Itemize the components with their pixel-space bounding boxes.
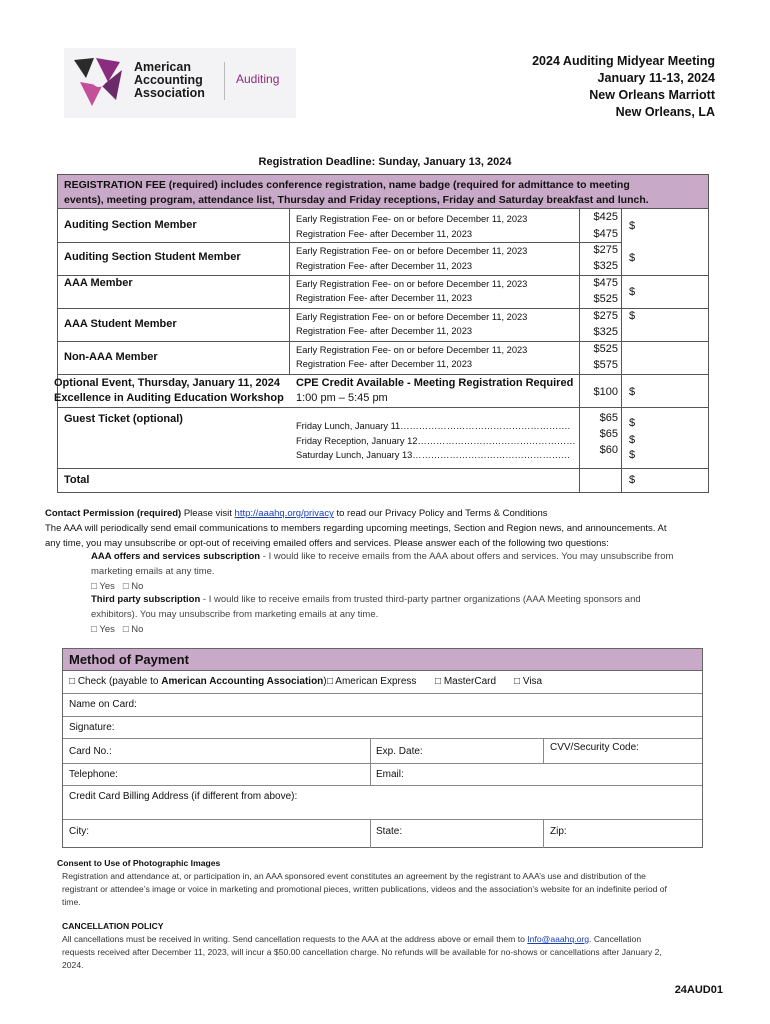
grid-line [58,242,621,243]
cvv-field[interactable]: CVV/Security Code: [550,742,639,753]
early-fee-label: Early Registration Fee- on or before December 11, 2023 [296,279,528,289]
cancellation-title: CANCELLATION POLICY [62,921,164,931]
form-code: 24AUD01 [674,984,723,996]
event-title: 2024 Auditing Midyear Meeting [532,54,715,68]
event-city: New Orleans, LA [615,105,715,119]
grid-line [58,374,708,375]
yes-checkbox[interactable]: □ [91,581,97,592]
early-price: $275 [593,310,618,322]
contact-permission: Contact Permission (required) Please visit http://aaahq.org/privacy to read our Privacy Policy and Terms & Conditions [45,508,548,519]
late-fee-label: Registration Fee- after December 11, 2023 [296,293,473,303]
grid-line [289,209,290,375]
payment-header [63,649,702,671]
guest-item: Friday Lunch, January 11………………………………………………. [296,421,571,431]
late-fee-label: Registration Fee- after December 11, 2023 [296,326,473,336]
registration-fee-table [54,174,709,493]
early-fee-label: Early Registration Fee- on or before December 11, 2023 [296,312,528,322]
amount-field[interactable]: $ [629,386,636,398]
guest-price: $65 [599,412,618,424]
amount-field[interactable]: $ [629,449,636,461]
yes-checkbox[interactable]: □ [91,624,97,635]
member-type: Auditing Section Student Member [64,251,241,263]
offers-subscription-line2: marketing emails at any time. [91,566,215,577]
event-dates: January 11-13, 2024 [597,71,715,85]
grid-line [621,209,622,493]
logo-divider [224,62,225,100]
payment-form [62,648,703,848]
grid-line [58,308,708,309]
grid-line [370,819,371,848]
early-price: $525 [593,343,618,355]
contact-permission-title: Contact Permission (required) [45,508,182,519]
signature-field[interactable]: Signature: [69,722,115,733]
guest-item: Saturday Lunch, January 13…………………………………………… [296,450,571,460]
grid-line [63,738,702,739]
amount-field[interactable]: $ [629,252,636,264]
privacy-link[interactable]: http://aaahq.org/privacy [234,508,334,519]
third-party-subscription-question: Third party subscription - I would like to receive emails from trusted third-party partner organizations (AAA Meeting sponsors and [91,594,641,605]
late-price: $475 [593,228,618,240]
guest-ticket-label: Guest Ticket (optional) [64,413,183,425]
exp-date-field[interactable]: Exp. Date: [376,746,423,757]
member-type: AAA Student Member [64,318,177,330]
mastercard-option[interactable]: □ MasterCard [435,676,497,687]
early-fee-label: Early Registration Fee- on or before December 11, 2023 [296,214,528,224]
guest-price: $65 [599,428,618,440]
offers-subscription-options: □ Yes □ No [91,581,144,592]
grid-line [63,693,702,694]
late-price: $325 [593,260,618,272]
amount-field[interactable]: $ [629,434,636,446]
info-email-link[interactable]: Info@aaahq.org [527,934,590,944]
optional-event-date: Optional Event, Thursday, January 11, 2024 [54,377,280,389]
late-fee-label: Registration Fee- after December 11, 2023 [296,359,473,369]
optional-event-name: Excellence in Auditing Education Workshop [54,392,284,404]
grid-line [63,763,702,764]
guest-price: $60 [599,444,618,456]
grid-line [63,716,702,717]
offers-subscription-question: AAA offers and services subscription - I would like to receive emails from the AAA about offers and services. You may unsubscribe from [91,551,674,562]
photo-consent-line2: registrant or attendee’s image or voice in marketing and promotional pieces, written publications, videos and the association’s website for an indefinite period of [62,884,667,894]
photo-consent-line1: Registration and attendance at, or participation in, an AAA sponsored event constitutes an agreement by the registrant to AAA’s use and distribution of the [62,871,646,881]
visa-option[interactable]: □ Visa [514,676,543,687]
grid-line [58,407,708,408]
event-venue: New Orleans Marriott [589,88,715,102]
name-on-card-field[interactable]: Name on Card: [69,699,137,710]
registration-deadline: Registration Deadline: Sunday, January 13, 2024 [258,156,512,168]
late-fee-label: Registration Fee- after December 11, 2023 [296,229,473,239]
fee-header-line2: events), meeting program, attendance list, Thursday and Friday receptions, Friday and Saturday breakfast and lunch. [64,194,649,206]
contact-paragraph-line2: any time, you may unsubscribe or opt-out of receiving emailed offers and services. Please answer each of the following two questions: [45,538,609,549]
grid-line [63,819,702,820]
grid-line [58,468,708,469]
city-field[interactable]: City: [69,826,89,837]
late-fee-label: Registration Fee- after December 11, 2023 [296,261,473,271]
amount-field[interactable]: $ [629,286,636,298]
grid-line [543,738,544,763]
total-label: Total [64,474,90,486]
photo-consent-title: Consent to Use of Photographic Images [57,858,221,868]
payment-title: Method of Payment [69,652,189,667]
contact-paragraph-line1: The AAA will periodically send email communications to members regarding upcoming meetings, Section and Region news, and announcements. At [45,523,667,534]
cancellation-line1: All cancellations must be received in writing. Send cancellation requests to the AAA at the address above or email them to Info@aaahq.org. Cancellation [62,934,642,944]
late-price: $575 [593,359,618,371]
amex-option[interactable]: □ American Express [327,676,417,687]
total-amount-field[interactable]: $ [629,474,636,486]
fee-table-header [58,175,708,209]
cancellation-line3: 2024. [62,960,84,970]
member-type: Non-AAA Member [64,351,158,363]
amount-field[interactable]: $ [629,220,636,232]
grid-line [543,819,544,848]
workshop-time: 1:00 pm – 5:45 pm [296,392,388,404]
early-price: $275 [593,244,618,256]
amount-field[interactable]: $ [629,310,636,322]
early-fee-label: Early Registration Fee- on or before December 11, 2023 [296,246,528,256]
no-checkbox[interactable]: □ [122,581,129,592]
grid-line [58,341,708,342]
early-fee-label: Early Registration Fee- on or before December 11, 2023 [296,345,528,355]
guest-item: Friday Reception, January 12…………………………………………… [296,436,576,446]
zip-field[interactable]: Zip: [550,826,567,837]
logo-org-line3: Association [134,86,205,100]
cpe-credit-note: CPE Credit Available - Meeting Registration Required [296,377,574,389]
photo-consent-line3: time. [62,897,81,907]
late-price: $525 [593,293,618,305]
amount-field[interactable]: $ [629,417,636,429]
billing-address-field[interactable]: Credit Card Billing Address (if different from above): [69,791,298,802]
card-number-field[interactable]: Card No.: [69,746,112,757]
check-option[interactable]: □ Check (payable to American Accounting Association) [69,676,327,687]
fee-header-line1: REGISTRATION FEE (required) includes conference registration, name badge (required for admittance to meeting [64,179,630,191]
aaa-logo [64,48,296,118]
state-field[interactable]: State: [376,826,403,837]
grid-line [58,275,708,276]
grid-line [63,785,702,786]
logo-org-line1: American [134,60,191,74]
logo-org-line2: Accounting [134,73,203,87]
third-party-subscription-line2: exhibitors). You may unsubscribe from marketing emails at any time. [91,609,379,620]
late-price: $325 [593,326,618,338]
early-price: $425 [593,211,618,223]
logo-section-name: Auditing [236,72,280,86]
no-checkbox[interactable]: □ [122,624,129,635]
workshop-price: $100 [593,386,618,398]
third-party-subscription-options: □ Yes □ No [91,624,144,635]
early-price: $475 [593,277,618,289]
aaa-emblem-icon [72,56,128,110]
email-field[interactable]: Email: [376,769,404,780]
member-type: AAA Member [64,277,133,289]
cancellation-line2: requests received after December 11, 2023, will incur a $50.00 cancellation charge. No refunds will be available for no-shows or cancellations after January 2, [62,947,662,957]
grid-line [370,738,371,785]
member-type: Auditing Section Member [64,219,197,231]
telephone-field[interactable]: Telephone: [69,769,118,780]
